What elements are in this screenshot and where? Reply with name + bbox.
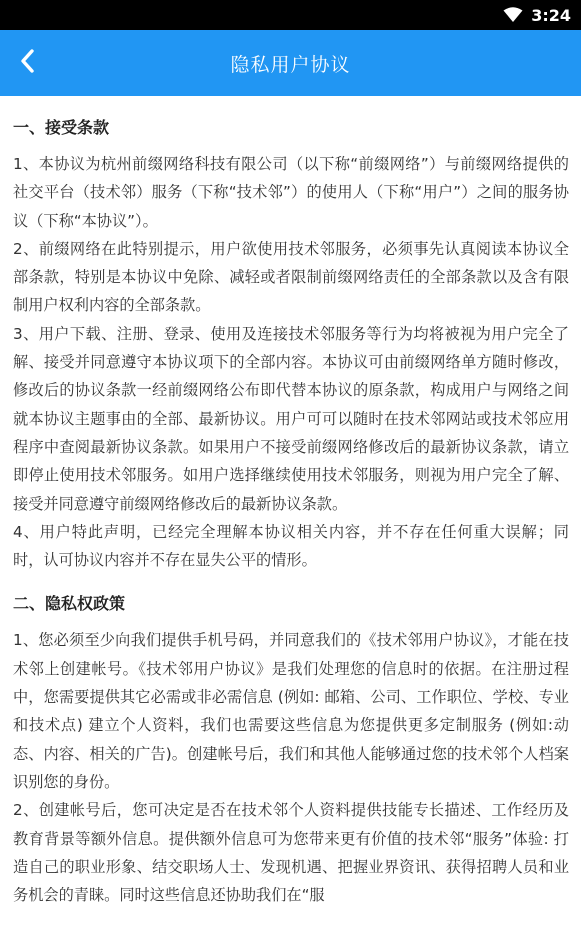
status-bar xyxy=(0,0,581,30)
agreement-content[interactable] xyxy=(0,96,581,930)
wifi-icon xyxy=(503,7,523,23)
paragraph: 1、您必须至少向我们提供手机号码，并同意我们的《技术邻用户协议》，才能在技术邻上创建帐号。《技术邻用户协议》是我们处理您的信息时的依据。在注册过程中，您需要提供其它必需或非必需信息 (例如: 邮箱、公司、工作职位、学校、专业和技术点) 建立个人资料，我们也需要这些信息为您提供更多定制服务 (例如:动态、内容、相关的广告)。创建帐号后，我们和其他人能够通过您的技术邻个人档案识别您的身份。 xyxy=(13,631,569,791)
section-accept-terms xyxy=(13,114,569,574)
back-button[interactable] xyxy=(10,46,44,80)
section-title: 二、隐私权政策 xyxy=(13,594,126,614)
status-time: 3:24 xyxy=(531,5,571,25)
paragraph: 2、创建帐号后，您可决定是否在技术邻个人资料提供技能专长描述、工作经历及教育背景等额外信息。提供额外信息可为您带来更有价值的技术邻“服务”体验: 打造自己的职业形象、结交职场人士、发现机遇、把握业界资讯、获得招聘人员和业务机会的青睐。同时这些信息还协助我们在“服 xyxy=(13,801,569,905)
section-privacy-policy xyxy=(13,590,569,909)
paragraph: 4、用户特此声明，已经完全理解本协议相关内容，并不存在任何重大误解；同时，认可协议内容并不存在显失公平的情形。 xyxy=(13,522,569,570)
app-bar xyxy=(0,30,581,96)
paragraph: 2、前缀网络在此特别提示，用户欲使用技术邻服务，必须事先认真阅读本协议全部条款，特别是本协议中免除、减轻或者限制前缀网络责任的全部条款以及含有限制用户权利内容的全部条款。 xyxy=(13,239,569,315)
chevron-left-icon xyxy=(18,48,36,78)
paragraph: 3、用户下载、注册、登录、使用及连接技术邻服务等行为均将被视为用户完全了解、接受并同意遵守本协议项下的全部内容。本协议可由前缀网络单方随时修改，修改后的协议条款一经前缀网络公布即代替本协议的原条款，构成用户与网络之间就本协议主题事由的全部、最新协议。用户可可以随时在技术邻网站或技术邻应用程序中查阅最新协议条款。如果用户不接受前缀网络修改后的最新协议条款，请立即停止使用技术邻服务。如用户选择继续使用技术邻服务，则视为用户完全了解、接受并同意遵守前缀网络修改后的最新协议条款。 xyxy=(13,324,569,513)
paragraph: 1、本协议为杭州前缀网络科技有限公司（以下称“前缀网络”）与前缀网络提供的社交平台（技术邻）服务（下称“技术邻”）的使用人（下称“用户”）之间的服务协议（下称“本协议”）。 xyxy=(13,155,569,230)
page-title: 隐私用户协议 xyxy=(230,53,351,76)
section-title: 一、接受条款 xyxy=(13,118,110,137)
